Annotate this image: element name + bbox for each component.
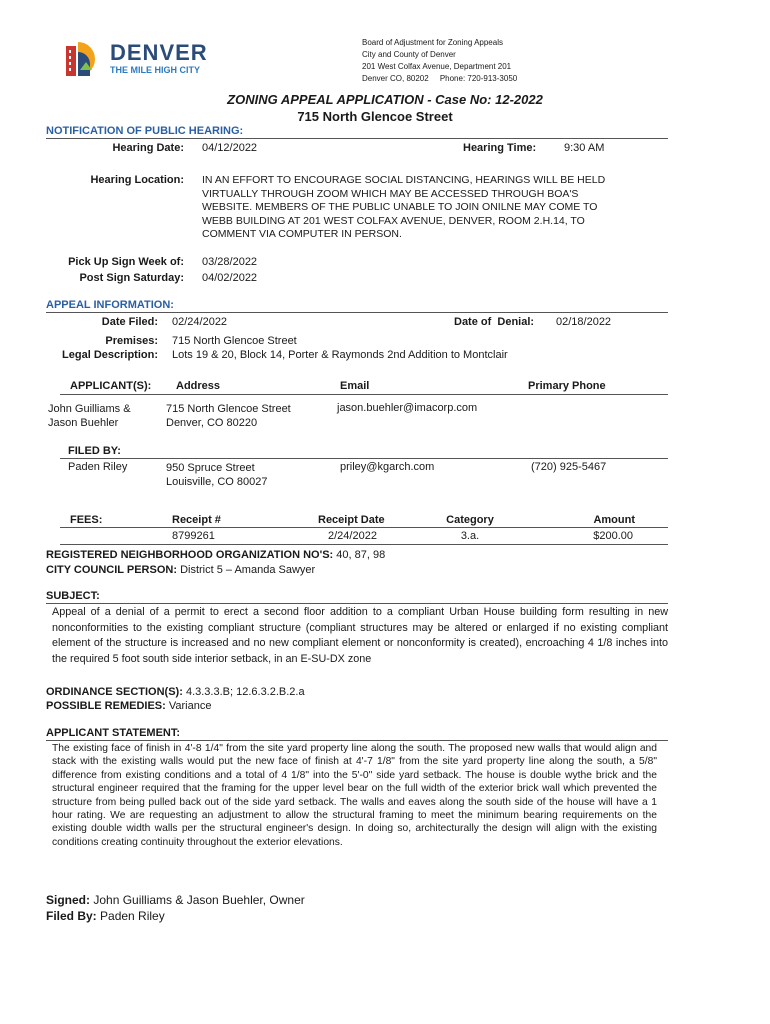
hearing-location-line: COMMENT VIA COMPUTER IN PERSON.	[202, 228, 402, 240]
filed-by-email: priley@kgarch.com	[340, 461, 435, 473]
post-sign-label: Post Sign Saturday:	[79, 272, 184, 284]
org-line: 201 West Colfax Avenue, Department 201	[362, 62, 512, 71]
page-title: ZONING APPEAL APPLICATION - Case No: 12-2022	[227, 92, 543, 107]
filed-by-address	[166, 461, 268, 489]
logo-name: DENVER	[110, 40, 208, 65]
phone-col-header: Primary Phone	[528, 380, 606, 392]
council-value: District 5 – Amanda Sawyer	[180, 564, 316, 576]
subject-heading: SUBJECT:	[46, 590, 100, 602]
denver-logo	[66, 40, 236, 80]
hearing-date-value: 04/12/2022	[202, 142, 258, 154]
receipt-date-col-header: Receipt Date	[318, 514, 385, 526]
receipt-date: 2/24/2022	[328, 530, 377, 542]
applicants-col-header: APPLICANT(S):	[70, 380, 152, 392]
filed-by-phone: (720) 925-5467	[531, 461, 607, 473]
filed-by-label: FILED BY:	[68, 445, 121, 457]
date-denial-value: 02/18/2022	[556, 316, 612, 328]
denver-logo-mark-icon	[66, 40, 100, 78]
applicant-name-line: Jason Buehler	[48, 417, 119, 429]
receipt-number: 8799261	[172, 530, 215, 542]
remedies-label: POSSIBLE REMEDIES:	[46, 700, 166, 712]
applicant-name-line: John Guilliams &	[48, 403, 131, 415]
subject-divider	[46, 603, 668, 604]
premises-label: Premises:	[105, 335, 158, 347]
category-col-header: Category	[446, 514, 494, 526]
date-filed-label: Date Filed:	[101, 316, 158, 328]
amount-col-header: Amount	[593, 514, 635, 526]
hearing-time-label: Hearing Time:	[463, 142, 537, 154]
ordinance-value: 4.3.3.3.B; 12.6.3.2.B.2.a	[185, 686, 305, 698]
signed-value: John Guilliams & Jason Buehler, Owner	[93, 893, 305, 907]
rno-value: 40, 87, 98	[336, 549, 386, 561]
hearing-location-line: WEBSITE. MEMBERS OF THE PUBLIC UNABLE TO JOIN ONILNE MAY COME TO	[202, 201, 598, 213]
pickup-sign-label: Pick Up Sign Week of:	[68, 256, 184, 268]
rno-label: REGISTERED NEIGHBORHOOD ORGANIZATION NO'S:	[46, 549, 334, 561]
ordinance-label: ORDINANCE SECTION(S):	[46, 686, 183, 698]
org-line: City and County of Denver	[362, 50, 456, 59]
notification-divider	[46, 138, 668, 139]
org-line: Board of Adjustment for Zoning Appeals	[362, 38, 503, 47]
applicant-address-line: Denver, CO 80220	[166, 417, 258, 429]
signed-line	[46, 893, 305, 907]
fees-bottom-divider	[60, 544, 668, 545]
remedies-value: Variance	[168, 700, 212, 712]
notification-heading: NOTIFICATION OF PUBLIC HEARING:	[46, 125, 244, 137]
applicant-name	[48, 402, 131, 430]
hearing-location-label: Hearing Location:	[90, 174, 184, 186]
filed-by-divider	[60, 458, 668, 459]
statement-heading: APPLICANT STATEMENT:	[46, 727, 181, 739]
fees-divider	[60, 527, 668, 528]
post-sign-value: 04/02/2022	[202, 272, 258, 284]
email-col-header: Email	[340, 380, 370, 392]
hearing-date-label: Hearing Date:	[112, 142, 184, 154]
receipt-col-header: Receipt #	[172, 514, 221, 526]
filed-by-address-line: Louisville, CO 80027	[166, 476, 268, 488]
subject-text: Appeal of a denial of a permit to erect a second floor addition to a compliant Urban House building form resulting in new nonconformities to the existing compliant structure (compliant structures may be altered or enlarged if no existing compliant element of the structure is increased and no new compliant element or nonconformity is created), encroaching 4 1/8 inches into the required 5 foot south side interior setback, in an E-SU-DX zone	[52, 606, 668, 665]
legal-description-value: Lots 19 & 20, Block 14, Porter & Raymonds 2nd Addition to Montclair	[172, 349, 508, 361]
applicant-address	[166, 402, 291, 430]
org-address-block	[362, 37, 517, 85]
fee-category: 3.a.	[460, 530, 480, 542]
pickup-sign-value: 03/28/2022	[202, 256, 258, 268]
council-label: CITY COUNCIL PERSON:	[46, 564, 177, 576]
appeal-heading: APPEAL INFORMATION:	[46, 299, 174, 311]
applicant-email: jason.buehler@imacorp.com	[337, 402, 478, 414]
filed-by-address-line: 950 Spruce Street	[166, 462, 255, 474]
applicants-divider	[60, 394, 668, 395]
signed-label: Signed:	[46, 893, 90, 907]
council-line	[46, 564, 315, 576]
hearing-time-value: 9:30 AM	[564, 142, 605, 154]
ordinance-line	[46, 686, 305, 698]
statement-divider	[46, 740, 668, 741]
legal-description-label: Legal Description:	[62, 349, 158, 361]
filed-by-signature-line	[46, 909, 165, 923]
fee-amount: $200.00	[593, 530, 633, 542]
filed-by-signature-label: Filed By:	[46, 909, 97, 923]
fees-label: FEES:	[70, 514, 103, 526]
hearing-location-line: IN AN EFFORT TO ENCOURAGE SOCIAL DISTANCING, HEARINGS WILL BE HELD	[202, 174, 606, 186]
applicant-address-line: 715 North Glencoe Street	[166, 403, 291, 415]
date-denial-label: Date of Denial:	[454, 316, 535, 328]
filed-by-signature-value: Paden Riley	[100, 909, 165, 923]
address-col-header: Address	[176, 380, 221, 392]
filed-by-name: Paden Riley	[68, 461, 128, 473]
appeal-divider	[46, 312, 668, 313]
logo-tagline: THE MILE HIGH CITY	[110, 65, 200, 75]
premises-value: 715 North Glencoe Street	[172, 335, 297, 347]
hearing-location-line: VIRTUALLY THROUGH ZOOM WHICH MAY BE ACCESSED THROUGH BOA'S	[202, 187, 579, 200]
org-line: Denver CO, 80202 Phone: 720-913-3050	[362, 74, 518, 83]
rno-line	[46, 549, 385, 561]
hearing-location-text	[202, 174, 605, 242]
remedies-line	[46, 700, 211, 712]
date-filed-value: 02/24/2022	[172, 316, 228, 328]
hearing-location-line: WEBB BUILDING AT 201 WEST COLFAX AVENUE, DENVER, ROOM 2.H.14, TO	[202, 214, 585, 227]
page-subtitle: 715 North Glencoe Street	[297, 109, 453, 124]
statement-text: The existing face of finish in 4'-8 1/4" from the site yard property line along the south. The proposed new walls that would align and stack with the existing walls would put the new face of finish at 4'-7 1/8" from the site yard property line along the south, a 5/8" difference from existing conditions and a total of 4 1/8" into the 5'-0" side yard setback. The house is double wythe brick and the structural engineer required that the framing for the upper level bear on the full width of the exterior brick wall which prevented the structure from being pulled back out of the side yard setback. The walls and eaves along the south side of the house will have a 1 hour rating. We are requesting an adjustment to allow the structural framing to meet the minimum bearing requirements on the existing double width walls per the structural engineer's design. In doing so, architecturally the design will align with the existing conditions creating continuity throughout the exterior elevations.	[52, 743, 657, 848]
